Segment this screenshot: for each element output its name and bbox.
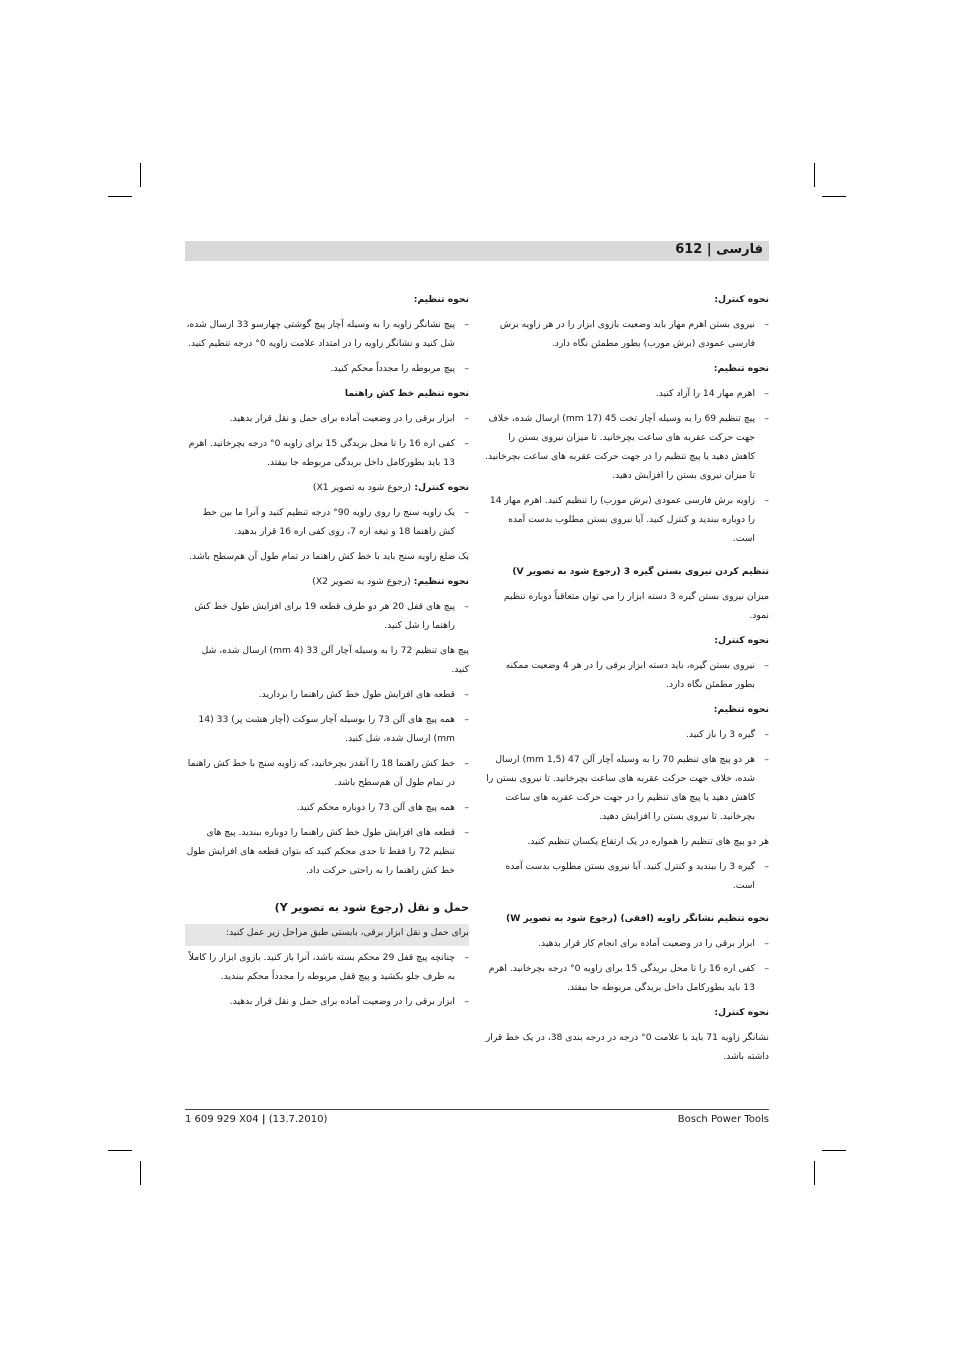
paragraph: هر دو پیچ های تنظیم را همواره در یک ارتفاع یکسان تنظیم کنید. xyxy=(527,836,769,847)
section-heading: نحوه تنظیم: xyxy=(713,704,769,715)
paragraph: نشانگر زاویه 71 باید با علامت 0° درجه در درجه بندی 38، در یک خط قرار داشته باشد. xyxy=(485,1032,769,1062)
page-number: 612 xyxy=(675,242,703,257)
page-header xyxy=(185,241,769,261)
list-item: – ابزار برقی را در وضعیت آماده برای انجام کار قرار بدهید. xyxy=(485,934,769,953)
list-item: – اهرم مهار 14 را آزاد کنید. xyxy=(485,384,769,403)
footer-brand: Bosch Power Tools xyxy=(677,1114,769,1125)
crop-mark xyxy=(140,163,141,187)
doc-date: (13.7.2010) xyxy=(268,1114,328,1125)
crop-mark xyxy=(822,1150,846,1151)
crop-mark xyxy=(140,1161,141,1185)
section-heading: تنظیم کردن نیروی بستن گیره 3 (رجوع شود به تصویر V) xyxy=(512,566,769,577)
list-item: – همه پیچ های آلن 73 را بوسیله آچار سوکت (آچار هشت پر) 33 (14 mm) ارسال شده، شل کنید. xyxy=(185,710,469,748)
list-item: – زاویه برش فارسی عمودی (برش مورب) را تنظیم کنید. اهرم مهار 14 را دوباره ببندید و کنترل کنید. آیا نیروی بستن مطلوب بدست آمده است. xyxy=(485,491,769,548)
paragraph: میزان نیروی بستن گیره 3 دسته ابزار را می توان متعاقباً دوباره تنظیم نمود. xyxy=(503,591,769,621)
list-item: – پیچ تنظیم 69 را به وسیله آچار تخت 45 (17 mm) ارسال شده، خلاف جهت حرکت عقربه های ساعت بچرخانید. تا میزان نیروی بستن را کاهش دهید یا پیچ تنظیم را در جهت حرکت عقربه های ساعت بچرخانید. تا میزان نیروی بستن را افزایش دهید. xyxy=(485,409,769,485)
list-item: – گیره 3 را باز کنید. xyxy=(485,725,769,744)
language-label: فارسی xyxy=(716,242,763,257)
right-column xyxy=(485,290,769,1072)
doc-code: 1 609 929 X04 xyxy=(185,1114,259,1125)
section-heading: نحوه کنترل: xyxy=(714,294,769,305)
list-item: – چنانچه پیچ قفل 29 محکم بسته باشد، آنرا باز کنید. بازوی ابزار را کاملاً به طرف جلو بکشید و پیچ قفل مربوطه را مجدداً محکم ببندید. xyxy=(185,948,469,986)
section-heading: نحوه تنظیم: xyxy=(713,363,769,374)
list-item: – یک زاویه سنج را روی زاویه 90° درجه تنظیم کنید و آنرا ما بین خط کش راهنما 18 و تیغه اره 7، روی کفی اره 16 قرار بدهید. xyxy=(185,503,469,541)
crop-mark xyxy=(814,163,815,187)
footer-rule xyxy=(185,1109,769,1110)
crop-mark xyxy=(108,1150,132,1151)
list-item: – پیچ های قفل 20 هر دو طرف قطعه 19 برای افزایش طول خط کش راهنما را شل کنید. xyxy=(185,597,469,635)
section-heading: نحوه تنظیم: xyxy=(413,294,469,305)
list-item: – قطعه های افزایش طول خط کش راهنما را بردارید. xyxy=(185,685,469,704)
list-item: – همه پیچ های آلن 73 را دوباره محکم کنید. xyxy=(185,798,469,817)
footer-doc-info xyxy=(185,1114,327,1125)
list-item: – قطعه های افزایش طول خط کش راهنما را دوباره ببندید. پیچ های تنظیم 72 را فقط تا حدی محکم کنید که بتوان قطعه های افزایش طول خط کش راهنما را به راحتی حرکت داد. xyxy=(185,823,469,880)
section-heading: نحوه کنترل: xyxy=(714,635,769,646)
list-item: – نیروی بستن گیره، باید دسته ابزار برقی را در هر 4 وضعیت ممکنه بطور مطمئن نگاه دارد. xyxy=(485,656,769,694)
list-item: – هر دو پیچ های تنظیم 70 را به وسیله آچار آلن 47 (1,5 mm) ارسال شده، خلاف جهت حرکت عقربه های ساعت بچرخانید. تا نیروی بستن را کاهش دهید یا پیچ های تنظیم را در جهت حرکت عقربه های ساعت بچرخانید. تا نیروی بستن را افزایش دهید. xyxy=(485,750,769,826)
section-heading: نحوه کنترل: (رجوع شود به تصویر X1) xyxy=(312,482,469,493)
paragraph: یک ضلع زاویه سنج باید با خط کش راهنما در تمام طول آن هم‌سطح باشد. xyxy=(189,551,469,562)
list-item: – ابزار برقی را در وضعیت آماده برای حمل و نقل قرار بدهید. xyxy=(185,409,469,428)
list-item: – ابزار برقی را در وضعیت آماده برای حمل و نقل قرار بدهید. xyxy=(185,992,469,1011)
section-heading: نحوه تنظیم: (رجوع شود به تصویر X2) xyxy=(312,576,469,587)
paragraph: پیچ های تنظیم 72 را به وسیله آچار آلن 33 (4 mm) ارسال شده، شل کنید. xyxy=(201,645,469,675)
list-item: – خط کش راهنما 18 را آنقدر بچرخانید، که زاویه سنج با خط کش راهنما در تمام طول آن هم‌سطح باشد. xyxy=(185,754,469,792)
list-item: – گیره 3 را ببندید و کنترل کنید. آیا نیروی بستن مطلوب بدست آمده است. xyxy=(485,857,769,895)
list-item: – پیچ نشانگر زاویه را به وسیله آچار پیچ گوشتی چهارسو 33 ارسال شده، شل کنید و نشانگر زاویه را در امتداد علامت زاویه 0° درجه تنظیم کنید. xyxy=(185,315,469,353)
crop-mark xyxy=(814,1161,815,1185)
crop-mark xyxy=(108,196,132,197)
list-item: – نیروی بستن اهرم مهار باید وضعیت بازوی ابزار را در هر زاویه برش فارسی عمودی (برش مورب) بطور مطمئن نگاه دارد. xyxy=(485,315,769,353)
section-heading: نحوه تنظیم نشانگر زاویه (افقی) (رجوع شود به تصویر W) xyxy=(506,913,769,924)
list-item: – کفی اره 16 را تا محل بریدگی 15 برای زاویه 0° درجه بچرخانید. اهرم 13 باید بطورکامل داخل بریدگی مربوطه جا بیفتد. xyxy=(485,959,769,997)
section-heading: حمل و نقل (رجوع شود به تصویر Y) xyxy=(274,901,469,914)
paragraph: برای حمل و نقل ابزار برقی، بایستی طبق مراحل زیر عمل کنید: xyxy=(226,927,469,938)
list-item: – پیچ مربوطه را مجدداً محکم کنید. xyxy=(185,359,469,378)
left-column xyxy=(185,290,469,1017)
page-title: فارسی | 612 xyxy=(675,242,763,257)
section-heading: نحوه تنظیم خط کش راهنما xyxy=(344,388,469,399)
footer-separator: | xyxy=(261,1114,266,1125)
crop-mark xyxy=(822,196,846,197)
section-heading: نحوه کنترل: xyxy=(714,1007,769,1018)
list-item: – کفی اره 16 را تا محل بریدگی 15 برای زاویه 0° درجه بچرخانید. اهرم 13 باید بطورکامل داخل بریدگی مربوطه جا بیفتد. xyxy=(185,434,469,472)
